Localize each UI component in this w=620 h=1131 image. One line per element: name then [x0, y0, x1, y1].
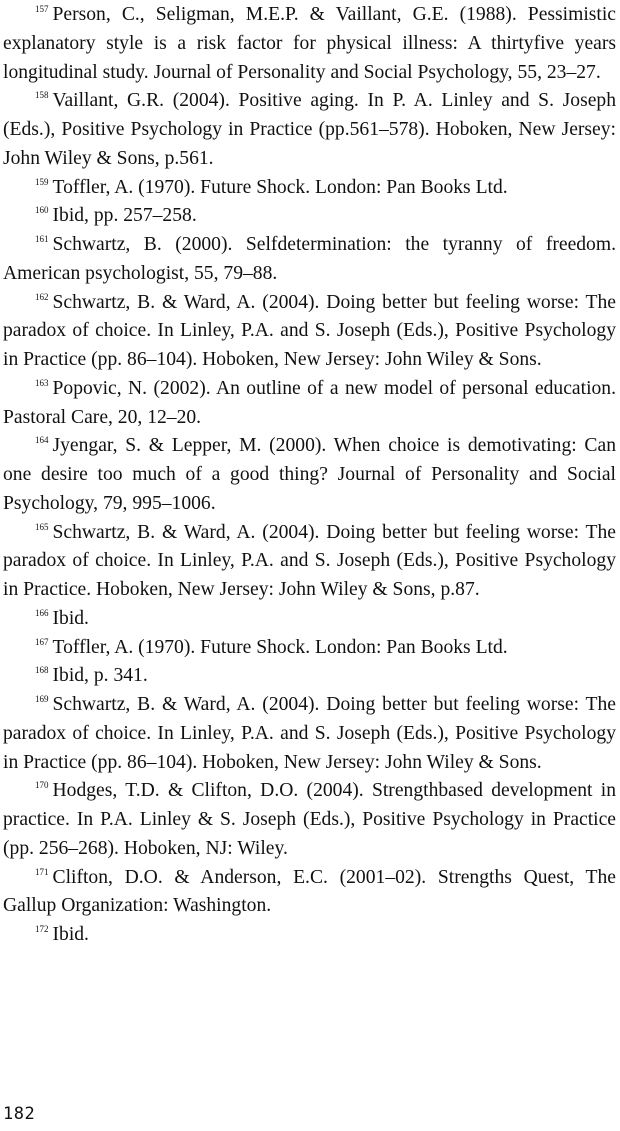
reference-text: Schwartz, B. & Ward, A. (2004). Doing better but feeling worse: The paradox of choice. In Linley, P.A. and S. Joseph (Eds.), Positive Psychology in Practice (pp. 86–104). Hoboken, New Jersey: John Wiley & Sons. — [3, 291, 616, 370]
reference-text: Vaillant, G.R. (2004). Positive aging. In P. A. Linley and S. Joseph (Eds.), Positive Psychology in Practice (pp.561–578). Hoboken, New Jersey: John Wiley & Sons, p.561. — [3, 90, 616, 169]
reference-text: Toffler, A. (1970). Future Shock. London: Pan Books Ltd. — [52, 176, 508, 198]
reference-165 — [3, 519, 616, 605]
footnote-number: 157 — [35, 4, 49, 14]
reference-159 — [3, 174, 616, 203]
reference-164 — [3, 432, 616, 518]
reference-163 — [3, 375, 616, 433]
reference-text: Ibid. — [52, 924, 89, 945]
reference-168 — [3, 662, 616, 691]
reference-text: Jyengar, S. & Lepper, M. (2000). When choice is demotivating: Can one desire too much of a good thing? Journal of Personality and Social Psychology, 79, 995–1006. — [3, 435, 616, 514]
reference-162 — [3, 289, 616, 375]
footnote-number: 160 — [35, 205, 49, 216]
reference-text: Schwartz, B. & Ward, A. (2004). Doing better but feeling worse: The paradox of choice. In Linley, P.A. and S. Joseph (Eds.), Positive Psychology in Practice (pp. 86–104). Hoboken, New Jersey: John Wiley & Sons. — [3, 694, 616, 773]
reference-172 — [3, 921, 616, 950]
reference-text: Popovic, N. (2002). An outline of a new model of personal education. Pastoral Care, 20, 12–20. — [3, 377, 616, 428]
footnote-number: 163 — [35, 377, 49, 388]
reference-158 — [3, 87, 616, 173]
footnote-number: 170 — [35, 780, 49, 791]
footnote-number: 166 — [35, 607, 49, 618]
footnote-number: 162 — [35, 291, 49, 302]
reference-text: Toffler, A. (1970). Future Shock. London: Pan Books Ltd. — [52, 636, 508, 658]
footnote-number: 165 — [35, 521, 49, 532]
footnote-number: 161 — [35, 234, 49, 244]
reference-text: Schwartz, B. (2000). Selfdetermination: the tyranny of freedom. American psychologist, 55, 79–88. — [3, 234, 616, 284]
reference-text: Ibid, p. 341. — [52, 665, 148, 687]
reference-161 — [3, 231, 616, 289]
reference-text: Hodges, T.D. & Clifton, D.O. (2004). Strengthbased development in practice. In P.A. Linley & S. Joseph (Eds.), Positive Psychology in Practice (pp. 256–268). Hoboken, NJ: Wiley. — [3, 780, 616, 859]
reference-157 — [3, 1, 616, 87]
reference-160 — [3, 202, 616, 231]
footnote-number: 169 — [35, 694, 49, 704]
reference-text: Ibid. — [52, 607, 89, 629]
reference-170 — [3, 777, 616, 863]
reference-text: Clifton, D.O. & Anderson, E.C. (2001–02). Strengths Quest, The Gallup Organization: Washington. — [3, 866, 616, 917]
reference-list — [3, 1, 616, 950]
footnote-number: 167 — [35, 636, 49, 647]
footnote-number: 159 — [35, 176, 49, 187]
reference-text: Person, C., Seligman, M.E.P. & Vaillant, G.E. (1988). Pessimistic explanatory style is a risk factor for physical illness: A thirtyfive years longitudinal study. Journal of Personality and Social Psychology, 55, 23–27. — [3, 4, 616, 83]
reference-171 — [3, 864, 616, 922]
footnote-number: 168 — [35, 665, 49, 676]
reference-166 — [3, 605, 616, 634]
page-number: 182 — [3, 1104, 36, 1124]
reference-169 — [3, 691, 616, 777]
reference-167 — [3, 634, 616, 663]
reference-text: Schwartz, B. & Ward, A. (2004). Doing better but feeling worse: The paradox of choice. In Linley, P.A. and S. Joseph (Eds.), Positive Psychology in Practice. Hoboken, New Jersey: John Wiley & Sons, p.87. — [3, 521, 616, 600]
footnote-number: 172 — [35, 924, 49, 934]
footnote-number: 171 — [35, 866, 49, 877]
reference-text: Ibid, pp. 257–258. — [52, 205, 197, 227]
footnote-number: 164 — [35, 435, 49, 446]
footnote-number: 158 — [35, 90, 49, 101]
